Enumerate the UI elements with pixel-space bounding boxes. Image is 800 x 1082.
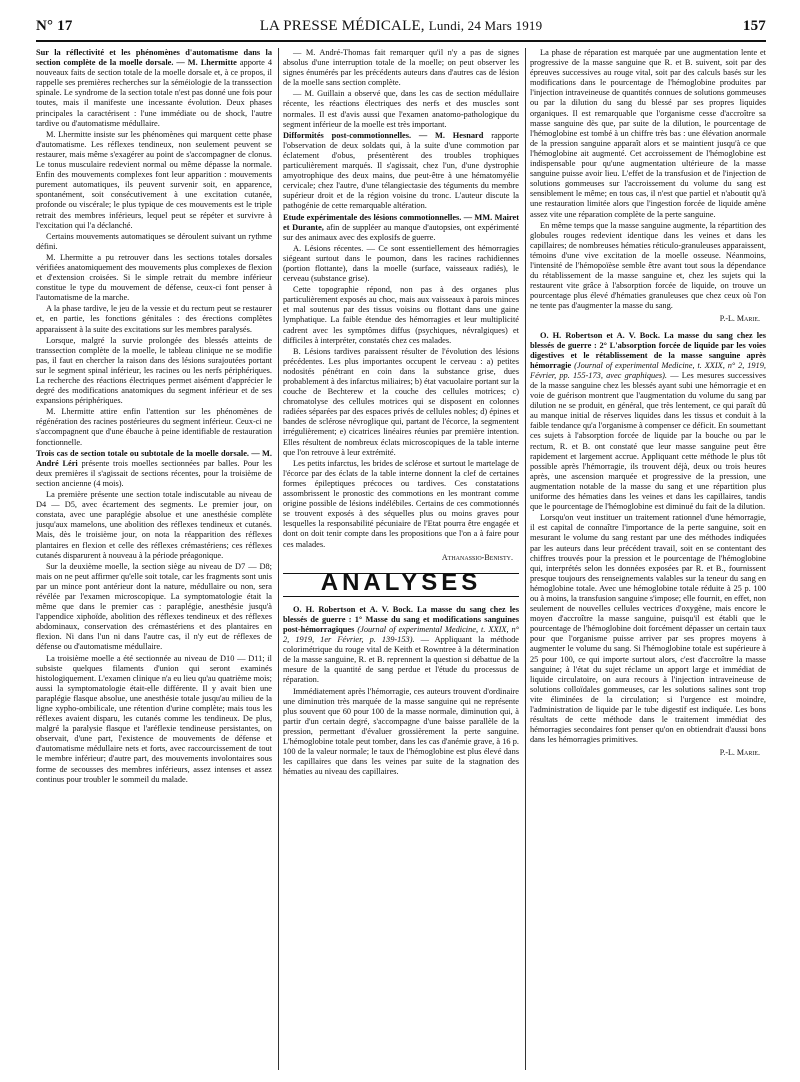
issue-date: Lundi, 24 Mars 1919 [428, 18, 543, 33]
paragraph: M. Lhermitte insiste sur les phénomènes qui marquent cette phase d'automatisme. Les réflexes tendineux, non seulement peuvent se restaurer, mais même s'exagérer au point de s'accompagner de clonus. Le tonus musculaire redevient normal ou même dépasse la normale. Enfin des mouvements complexes font leur apparition : mouvements purement automatiques, ils peuvent survenir soit, en apparence, spontanément, soit consécutivement à une excitation cutanée, profonde ou viscérale; le plus typique de ces mouvements est le triple retrait des membres inférieurs, lequel peut se répéter et survivre à l'excitation qui l'a déclanché. [36, 129, 272, 230]
paragraph [36, 449, 272, 489]
author-signature: P.-L. Marie. [719, 748, 760, 758]
paragraph: Lorsqu'on veut instituer un traitement rationnel d'une hémorragie, il est capital de connaître l'importance de la perte sanguine, soit en mesurant le volume du sang restant par une des méthodes indiquées par les auteurs dans leur précédent travail, soit en se contentant des chiffres trouvés pour la pression et le pourcentage de l'hémoglobine qui, interprétés selon les données exposées par R. et B., fournissent presque toujours des renseignements valables sur la teneur du sang en hémoglobine totale. Avec une hémoglobine totale réduite à 25 p. 100 ou à moins, la transfusion sanguine s'impose; elle fournit, en effet, non seulement de nouvelles cellules vectrices d'oxygène, mais encore le moyen d'accroître la masse sanguine, puisqu'il est établi que le pourcentage de l'hémoglobine doit forcément dépasser un certain taux pour que l'organisme puisse arriver par ses propres moyens à augmenter le volume du sang. Si l'hémoglobine totale est supérieure à 25 pour 100, ce qui importe surtout alors, c'est d'accroître la masse sanguine; à l'état du sujet réclame un apport large et immédiat de liquide circulatoire, on aura recours à l'injection intraveineuse de solutions colloïdales gommeuses, car les solutions salines sont trop vite éliminées de la circulation; si l'urgence est moindre, l'administration de liquide par le tube digestif est indiquée. Les bons résultats de cette méthode dans le traitement immédiat des hémorragies secondaires font penser qu'on en obtiendrait d'aussi bons dans les hémorragies primitives. [530, 513, 766, 745]
section-heading: Difformités post-commotionnelles. — M. Hesnard [283, 130, 484, 140]
paragraph: B. Lésions tardives paraissent résulter de l'évolution des lésions précédentes. Les plus importantes occupent le cerveau : a) petites nodosités pénétrant en coin dans la substance grise, dues probablement à des infarctus miliaires; b) état vacuolaire portant sur la couche de Bechterew et la couche des cellules motrices; c) chromatolyse des cellules motrices qui se disposent en colonnes radiées séparées par des espaces privés de cellules nobles; d) épines et bandes de sclérose névroglique qui, partant de l'écorce, la segmentent irrégulièrement; e) cicatrices linéaires réunies par première intention. Elles résultent de nombreux éclats microscopiques de la table interne que l'on retrouve à leur extrémité. [283, 346, 519, 457]
paragraph: Les petits infarctus, les brides de sclérose et surtout le martelage de l'écorce par des éclats de la table interne donnent la clef de certaines formes épileptiques précoces ou tardives. Ces constatations assombrissent le pronostic des commotions en les montrant comme origine possible de lésions indélébiles. Certains de ces commotionnés se trouvent exposés à des séquelles plus ou moins graves pour lesquelles la responsabilité pécuniaire de l'Etat pourra être engagée et dont on doit tenir compte dans les propositions que l'on a à faire pour ces malades. [283, 458, 519, 549]
paragraph: Immédiatement après l'hémorragie, ces auteurs trouvent d'ordinaire une diminution très marquée de la masse sanguine qui ne représente plus souvent que 60 pour 100 de la masse normale, diminution qui, à partir d'un certain degré, s'accompagne d'une baisse parallèle de la pression, permettant d'évaluer grossièrement la perte sanguine. L'hémoglobine totale peut tomber, dans les cas d'anémie grave, à 16 p. 100 de la valeur normale; le taux de l'hémoglobine est plus élevé dans les capillaires que dans les veines par suite de la stagnation des hématies au niveau des capillaires. [283, 686, 519, 777]
column-middle [283, 48, 519, 1070]
paragraph [36, 48, 272, 129]
paragraph: — M. André-Thomas fait remarquer qu'il n'y a pas de signes absolus d'une interruption totale de la moelle; on peut observer les signes énumérés par les précédents auteurs dans d'autres cas de lésion de la moelle sans section complète. [283, 48, 519, 88]
paragraph-text: rapporte l'observation de deux soldats qui, à la suite d'une commotion par éclatement d'obus, présentèrent des troubles trophiques particulièrement marqués. Il s'agissait, chez l'un, d'une dystrophie amyotrophique des deux mains, due peut-être à une hématomyélie cervicale; chez l'autre, d'une télangiectasie des téguments du membre supérieur droit et de la région voisine du tronc. L'auteur discute la pathogénie de cette remarquable altération. [283, 130, 519, 211]
paragraph: M. Lhermitte a pu retrouver dans les sections totales dorsales vérifiées anatomiquement des mouvements plus complexes de flexion et d'extension croisées. Si le simple retrait du membre inférieur constitue le type du mouvement de défense, ceux-ci font penser à l'automatisme de la marche. [36, 252, 272, 303]
abstract-title: O. H. Robertson et A. V. Bock. La masse du sang chez les blessés de guerre : 1° Masse du sang et modifications sanguines post-hémorragiques [283, 604, 519, 634]
column-rule [525, 48, 526, 1070]
paragraph: A. Lésions récentes. — Ce sont essentiellement des hémorragies siégeant surtout dans le poumon, dans les racines rachidiennes (portion flottante), dans la moelle (surface, vaisseaux radiés), le cerveau (substance grise). [283, 243, 519, 284]
paragraph: Certains mouvements automatiques se déroulent suivant un rythme défini. [36, 231, 272, 251]
author-signature: P.-L. Marie. [719, 314, 760, 324]
masthead [36, 18, 766, 35]
paragraph: A la phase tardive, le jeu de la vessie et du rectum peut se restaurer et, en partie, les fonctions génitales : des érections complètes apparaissent à la suite des excitations sur les membres paralysés. [36, 304, 272, 334]
paragraph [283, 213, 519, 243]
paragraph: Cette topographie répond, non pas à des organes plus particulièrement exposés au choc, mais aux vaisseaux à parois minces et mal soutenus par des tissus voisins ou flottant dans une gaine lymphatique. La faible étendue des hémorragies et leur multiplicité cadrent avec les symptômes diffus (psychiques, névralgiques) et difficiles à interpréter, constatés chez ces malades. [283, 285, 519, 345]
paragraph-text: apporte 4 nouveaux faits de section totale de la moelle dorsale et, à ce propos, il rappelle ses premières recherches sur la séméiologie de la transsection spinale. Le syndrome de la section totale n'est pas donné une fois pour toutes, mais il manifeste une incessante évolution. Deux phases principales la caractérisent : l'une immédiate ou de shock, l'autre tardive ou d'automatisme médullaire. [36, 58, 272, 128]
paragraph: Sur la deuxième moelle, la section siège au niveau de D7 — D8; mais on ne peut affirmer qu'elle soit totale, car les fragments sont unis par un mince pont antérieur dont la nature, médullaire ou non, sera révélée par l'examen microscopique. La symptomatologie était la même que dans le premier cas : paraplégie, anesthésie jusqu'à l'appendice xiphoïde, abolition des réflexes tendineux et des réflexes abdominaux, conservation des crémastériens et des plantaires en flexion. Ni dans l'un ni dans l'autre cas, il n'y eut de réflexes de défense ou d'automatisme médullaire. [36, 561, 272, 652]
analyses-heading: ANALYSES [320, 568, 482, 596]
section-heading: Etude expérimentale des lésions commotionnelles. — MM. Mairet et Durante, [283, 212, 519, 232]
citation: (Journal of experimental Medicine, t. XXIX, n° 2, 1919, 1er Février, p. 139-153). [283, 624, 519, 645]
paragraph-text: — Appliquant la méthode colorimétrique du rouge vital de Keith et Rowntree à la détermination de la masse sanguine, R. et B. reprennent la question si débattue de la mesure de la quantité de sang perdue et l'étude du processus de réparation. [283, 635, 519, 685]
journal-title: LA PRESSE MÉDICALE, [259, 18, 425, 34]
paragraph: M. Lhermitte attire enfin l'attention sur les phénomènes de régénération des racines postérieures du segment inférieur. Ceux-ci ne s'accompagnent que d'une ébauche à peine identifiable de restauration fonctionnelle. [36, 407, 272, 447]
page-number-right: 157 [742, 18, 766, 34]
author-signature: Athanassio-Benisty. [441, 552, 513, 562]
paragraph-text: afin de suppléer au manque d'autopsies, ont expérimenté sur des animaux avec des explosifs de guerre. [283, 222, 519, 242]
paragraph-text: présente trois moelles sectionnées par balles. Pour les deux premières il s'agissait de sections récentes, pour la troisième de section ancienne (4 mois). [36, 458, 272, 488]
section-heading: Sur la réflectivité et les phénomènes d'automatisme dans la section complète de la moelle dorsale. — M. Lhermitte [36, 48, 272, 68]
page-number-left: N° 17 [36, 18, 73, 34]
citation: (Journal of experimental Medicine, t. XXIX, n° 2, 1919, Février, pp. 155-173, avec graphiques). [530, 360, 766, 380]
paragraph [283, 605, 519, 686]
column-left [36, 48, 272, 1070]
paragraph: La troisième moelle a été sectionnée au niveau de D10 — D11; il subsiste quelques filaments d'union qui seront examinés histologiquement. L'examen clinique n'a eu lieu qu'au quatrième mois; aussi la symptomatologie était-elle différente. Il y avait bien une paraplégie flasque absolue, une anesthésie totale jusqu'au milieu de la ligne xypho-ombilicale, une rétention d'urine complète; mais tous les réflexes avaient disparu, les cutanés comme les tendineux. De plus, malgré la paralysie flasque et l'aréflexie tendineuse persistantes, on observait, d'une part, l'existence de mouvements de défense et d'automatisme médullaire nets et forts, avec raccourcissement de tout le membre inférieur; d'autre part, des mouvements involontaires sous forme de secousses des membres inférieurs, assez intenses et assez continus pour troubler le sommeil du malade. [36, 653, 272, 784]
column-right [530, 48, 766, 1070]
article-columns [36, 48, 766, 1070]
paragraph-text: — Les mesures successives de la masse sanguine chez les blessés ayant subi une hémorragie et en voie de guérison montrent que l'augmentation du volume du sang par dilution ne se produit, en général, que très lentement, ce qui paraît dû au manque initial de réserves liquides dans les tissus et conduit à la faible tendance qu'a l'organisme à compenser ce déficit. En soumettant ces sujets à l'absorption forcée de liquide par la bouche ou par le rectum, R. et B. ont constaté que leur masse sanguine peut être rapidement et largement accrue. Appliquant cette méthode le plus tôt possible après l'hémorragie, ils trouvent déjà, deux ou trois heures après, une ascension marquée et progressive de la pression, une augmentation notable de la masse du sang et une répartition plus uniforme des hématies dans les veines et dans les capillaires, tandis que le pourcentage de l'hémoglobine est diminué du fait de la dilution. [530, 370, 766, 512]
newspaper-page [36, 14, 766, 1070]
paragraph [530, 331, 766, 513]
paragraph: — M. Guillain a observé que, dans les cas de section médullaire récente, les réactions électriques des nerfs et des muscles sont normales. Il est d'avis aussi que l'examen anatomo-pathologique du segment inférieur de la moelle est très important. [283, 89, 519, 129]
column-rule [278, 48, 279, 1070]
paragraph: Lorsque, malgré la survie prolongée des blessés atteints de transsection complète de la moelle, le tableau clinique ne se modifie pas, il faut en chercher la raison dans des lésions surajoutées portant sur le segment spinal inférieur, les racines ou les nerfs périphériques. La recherche des réactions électriques permet aisément d'apprécier le degré des modifications anatomiques du segment inférieur et de ses expansions périphériques. [36, 335, 272, 406]
abstract-title: O. H. Robertson et A. V. Bock. La masse du sang chez les blessés de guerre : 2° L'absorption forcée de liquide par les voies digestives et le rétablissement de la masse sanguine après hémorragie [530, 330, 766, 370]
paragraph: En même temps que la masse sanguine augmente, la répartition des globules rouges redevient identique dans les veines et dans les capillaires; de nombreuses hématies réticulo-granuleuses apparaissent, témoins d'une vive excitation de la moelle osseuse. Néanmoins, l'intensité de l'hémopoïèse semble être avant tout sous la dépendance du rétablissement de la masse sanguine et, chez les sujets qui la restaurent vite grâce à l'absorption forcée de liquide, on trouve un pourcentage plus élevé d'hématies granuleuses que chez ceux où l'on ne tente pas d'augmenter la masse du sang. [530, 220, 766, 311]
paragraph [283, 131, 519, 212]
paragraph: La première présente une section totale indiscutable au niveau de D4 — D5, avec écartement des segments. Le premier jour, on constata, avec une paraplégie absolue et une anesthésie complète jusqu'aux mamelons, une abolition des réflexes tendineux et cutanés. Mais, dès le troisième jour, on nota la réapparition des réflexes plantaires en flexion et celle des réflexes crémastériens; ces réflexes cutanés disparurent à nouveau à la période préagonique. [36, 490, 272, 560]
page-header [36, 14, 766, 42]
paragraph: La phase de réparation est marquée par une augmentation lente et progressive de la masse sanguine que R. et B. suivent, soit par des épreuves successives au rouge vital, soit par des calculs basés sur les modifications dans le pourcentage de l'hémoglobine produites par l'injection intraveineuse de quantités connues de solutions gommeuses ou par la dilution du sang du blessé par ses propres liquides organiques. Il est remarquable que l'organisme cesse d'accroître sa masse sanguine dès que, par suite de la dilution, le pourcentage de l'hémoglobine est tombé à un chiffre très bas : une élévation anormale de la pression sanguine apparaît alors et se maintient jusqu'à ce que l'hémoglobine ait augmenté. Cet accroissement de l'hémoglobine est indispensable pour qu'une augmentation ultérieure de la masse sanguine puisse avoir lieu. L'effet de la transfusion et de l'injection de solutions gommeuses sur l'accroissement du volume du sang est sensiblement le même; en tous cas, il n'est que partiel et n'aboutit qu'à une restauration limitée alors que l'ingestion forcée de liquide amène assez vite une réparation complète de la perte sanguine. [530, 48, 766, 219]
section-heading: Trois cas de section totale ou subtotale de la moelle dorsale. — M. André Léri [36, 448, 272, 468]
analyses-banner [283, 568, 519, 597]
